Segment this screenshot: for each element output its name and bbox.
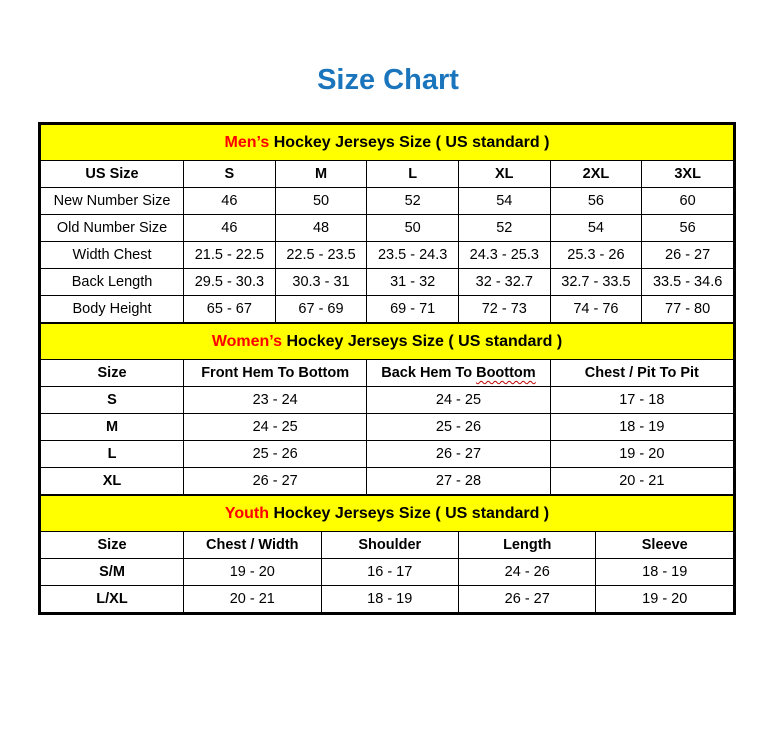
table-cell: 26 - 27 — [459, 586, 596, 613]
table-cell: 60 — [642, 188, 734, 215]
column-header: 3XL — [642, 161, 734, 188]
table-row — [41, 441, 734, 468]
table-cell: 25 - 26 — [367, 414, 550, 441]
column-header: US Size — [41, 161, 184, 188]
table-cell: 56 — [642, 215, 734, 242]
table-cell: 31 - 32 — [367, 269, 459, 296]
table-cell: 72 - 73 — [458, 296, 550, 323]
table-cell: 17 - 18 — [550, 387, 733, 414]
table-cell: 54 — [458, 188, 550, 215]
youth-banner-text: Hockey Jerseys Size ( US standard ) — [273, 504, 550, 522]
column-header-text: Back Hem To — [381, 365, 473, 381]
column-header: Size — [41, 360, 184, 387]
table-cell: 69 - 71 — [367, 296, 459, 323]
table-cell: 56 — [550, 188, 642, 215]
table-cell: 67 - 69 — [275, 296, 367, 323]
womens-banner-text: Hockey Jerseys Size ( US standard ) — [286, 332, 563, 350]
table-cell: 16 - 17 — [321, 559, 458, 586]
row-label: L — [41, 441, 184, 468]
youth-header-row — [41, 532, 734, 559]
column-header: Front Hem To Bottom — [184, 360, 367, 387]
column-header: 2XL — [550, 161, 642, 188]
womens-section-banner — [41, 324, 734, 360]
mens-size-table — [40, 124, 734, 323]
table-row — [41, 188, 734, 215]
mens-section-banner — [41, 125, 734, 161]
table-row — [41, 559, 734, 586]
column-header: XL — [458, 161, 550, 188]
table-cell: 24.3 - 25.3 — [458, 242, 550, 269]
table-cell: 26 - 27 — [367, 441, 550, 468]
size-chart-table — [38, 122, 736, 615]
table-cell: 25 - 26 — [184, 441, 367, 468]
table-cell: 20 - 21 — [184, 586, 321, 613]
womens-banner-highlight: Women’s — [211, 332, 283, 350]
table-cell: 50 — [367, 215, 459, 242]
table-row — [41, 269, 734, 296]
table-row — [41, 296, 734, 323]
table-cell: 26 - 27 — [642, 242, 734, 269]
womens-banner-row — [41, 324, 734, 360]
youth-banner-highlight: Youth — [224, 504, 269, 522]
table-row — [41, 215, 734, 242]
mens-header-row — [41, 161, 734, 188]
row-label: Back Length — [41, 269, 184, 296]
table-cell: 48 — [275, 215, 367, 242]
table-cell: 19 - 20 — [596, 586, 734, 613]
table-cell: 32.7 - 33.5 — [550, 269, 642, 296]
table-row — [41, 586, 734, 613]
row-label: Body Height — [41, 296, 184, 323]
table-cell: 65 - 67 — [184, 296, 276, 323]
column-header: M — [275, 161, 367, 188]
row-label: New Number Size — [41, 188, 184, 215]
table-row — [41, 242, 734, 269]
column-header: Chest / Pit To Pit — [550, 360, 733, 387]
youth-banner-row — [41, 496, 734, 532]
table-cell: 32 - 32.7 — [458, 269, 550, 296]
table-cell: 24 - 25 — [184, 414, 367, 441]
table-cell: 26 - 27 — [184, 468, 367, 495]
page-title: Size Chart — [317, 64, 459, 96]
table-cell: 24 - 26 — [459, 559, 596, 586]
row-label: S — [41, 387, 184, 414]
table-cell: 25.3 - 26 — [550, 242, 642, 269]
table-row — [41, 387, 734, 414]
row-label: L/XL — [41, 586, 184, 613]
mens-banner-row — [41, 125, 734, 161]
table-cell: 20 - 21 — [550, 468, 733, 495]
column-header: Length — [459, 532, 596, 559]
table-cell: 46 — [184, 188, 276, 215]
table-cell: 19 - 20 — [550, 441, 733, 468]
table-cell: 74 - 76 — [550, 296, 642, 323]
youth-size-table — [40, 495, 734, 613]
table-cell: 18 - 19 — [596, 559, 734, 586]
youth-section-banner — [41, 496, 734, 532]
column-header: Shoulder — [321, 532, 458, 559]
table-cell: 77 - 80 — [642, 296, 734, 323]
row-label: S/M — [41, 559, 184, 586]
column-header: Size — [41, 532, 184, 559]
column-header: L — [367, 161, 459, 188]
misspelled-word: Boottom — [476, 365, 536, 381]
table-cell: 52 — [367, 188, 459, 215]
column-header: S — [184, 161, 276, 188]
table-row — [41, 414, 734, 441]
table-cell: 19 - 20 — [184, 559, 321, 586]
table-cell: 30.3 - 31 — [275, 269, 367, 296]
table-cell: 27 - 28 — [367, 468, 550, 495]
table-cell: 29.5 - 30.3 — [184, 269, 276, 296]
row-label: Width Chest — [41, 242, 184, 269]
table-cell: 50 — [275, 188, 367, 215]
table-cell: 18 - 19 — [321, 586, 458, 613]
table-cell: 24 - 25 — [367, 387, 550, 414]
womens-size-table — [40, 323, 734, 495]
row-label: Old Number Size — [41, 215, 184, 242]
table-cell: 52 — [458, 215, 550, 242]
table-cell: 23 - 24 — [184, 387, 367, 414]
row-label: XL — [41, 468, 184, 495]
table-cell: 54 — [550, 215, 642, 242]
table-cell: 33.5 - 34.6 — [642, 269, 734, 296]
mens-banner-text: Hockey Jerseys Size ( US standard ) — [273, 133, 550, 151]
mens-banner-highlight: Men’s — [224, 133, 270, 151]
womens-header-row — [41, 360, 734, 387]
column-header: Chest / Width — [184, 532, 321, 559]
table-row — [41, 468, 734, 495]
table-cell: 18 - 19 — [550, 414, 733, 441]
row-label: M — [41, 414, 184, 441]
column-header: Sleeve — [596, 532, 734, 559]
table-cell: 23.5 - 24.3 — [367, 242, 459, 269]
table-cell: 21.5 - 22.5 — [184, 242, 276, 269]
table-cell: 22.5 - 23.5 — [275, 242, 367, 269]
table-cell: 46 — [184, 215, 276, 242]
column-header — [367, 360, 550, 387]
